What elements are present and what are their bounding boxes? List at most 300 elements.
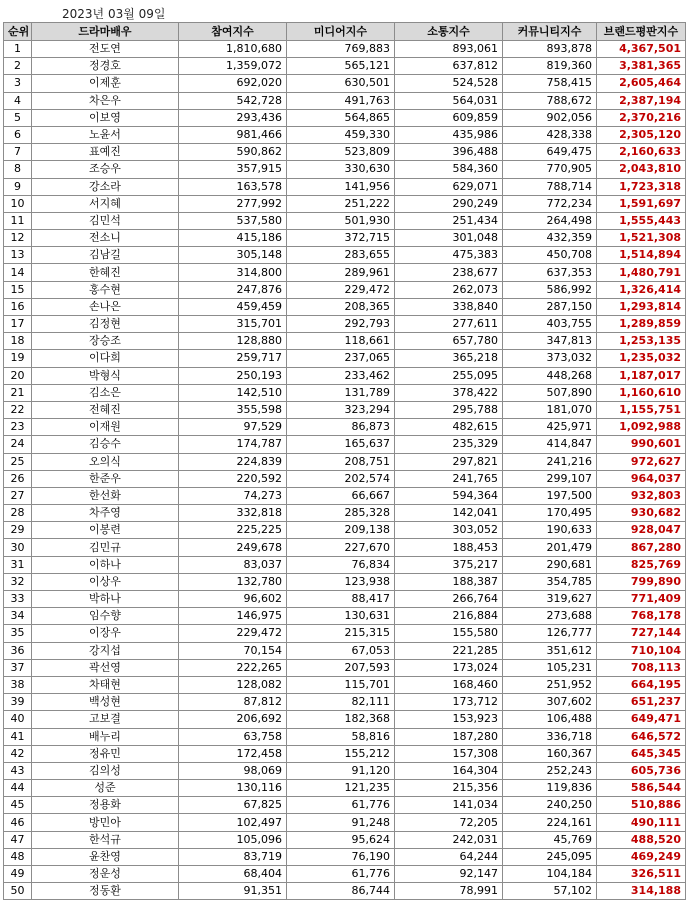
actor-name-cell: 이다희	[32, 350, 179, 367]
brand-index-cell: 2,043,810	[597, 161, 686, 178]
table-row	[4, 694, 686, 711]
participation-cell: 590,862	[179, 144, 287, 161]
actor-name-cell: 장승조	[32, 333, 179, 350]
table-row	[4, 41, 686, 58]
brand-index-cell: 1,591,697	[597, 195, 686, 212]
media-cell: 91,248	[287, 814, 395, 831]
brand-index-cell: 649,471	[597, 711, 686, 728]
rank-cell: 20	[4, 367, 32, 384]
rank-cell: 26	[4, 470, 32, 487]
rank-cell: 48	[4, 848, 32, 865]
rank-cell: 19	[4, 350, 32, 367]
community-cell: 45,769	[503, 831, 597, 848]
actor-name-cell: 이하나	[32, 556, 179, 573]
community-cell: 57,102	[503, 883, 597, 900]
communication-cell: 187,280	[395, 728, 503, 745]
community-cell: 403,755	[503, 316, 597, 333]
table-body	[4, 41, 686, 900]
media-cell: 372,715	[287, 230, 395, 247]
communication-cell: 173,712	[395, 694, 503, 711]
brand-index-cell: 326,511	[597, 866, 686, 883]
actor-name-cell: 차은우	[32, 92, 179, 109]
brand-index-cell: 4,367,501	[597, 41, 686, 58]
brand-index-cell: 1,326,414	[597, 281, 686, 298]
community-cell: 788,714	[503, 178, 597, 195]
community-cell: 902,056	[503, 109, 597, 126]
media-cell: 115,701	[287, 676, 395, 693]
actor-name-cell: 박형식	[32, 367, 179, 384]
actor-name-cell: 한선화	[32, 487, 179, 504]
community-cell: 104,184	[503, 866, 597, 883]
brand-index-cell: 2,387,194	[597, 92, 686, 109]
participation-cell: 357,915	[179, 161, 287, 178]
actor-name-cell: 김민석	[32, 212, 179, 229]
brand-index-cell: 2,160,633	[597, 144, 686, 161]
media-cell: 523,809	[287, 144, 395, 161]
rank-cell: 16	[4, 298, 32, 315]
actor-name-cell: 성준	[32, 780, 179, 797]
actor-name-cell: 한혜진	[32, 264, 179, 281]
communication-cell: 168,460	[395, 676, 503, 693]
participation-cell: 981,466	[179, 126, 287, 143]
brand-reputation-table	[3, 22, 686, 900]
rank-cell: 39	[4, 694, 32, 711]
actor-name-cell: 정용화	[32, 797, 179, 814]
community-cell: 788,672	[503, 92, 597, 109]
rank-cell: 7	[4, 144, 32, 161]
table-row	[4, 109, 686, 126]
participation-cell: 67,825	[179, 797, 287, 814]
table-row	[4, 144, 686, 161]
communication-cell: 78,991	[395, 883, 503, 900]
actor-name-cell: 이장우	[32, 625, 179, 642]
community-cell: 347,813	[503, 333, 597, 350]
rank-cell: 30	[4, 539, 32, 556]
table-row	[4, 126, 686, 143]
rank-cell: 34	[4, 608, 32, 625]
community-cell: 428,338	[503, 126, 597, 143]
communication-cell: 482,615	[395, 419, 503, 436]
rank-cell: 43	[4, 762, 32, 779]
participation-cell: 259,717	[179, 350, 287, 367]
rank-cell: 14	[4, 264, 32, 281]
rank-cell: 17	[4, 316, 32, 333]
brand-index-cell: 2,605,464	[597, 75, 686, 92]
brand-index-cell: 510,886	[597, 797, 686, 814]
community-cell: 251,952	[503, 676, 597, 693]
media-cell: 91,120	[287, 762, 395, 779]
communication-cell: 396,488	[395, 144, 503, 161]
rank-cell: 25	[4, 453, 32, 470]
communication-cell: 609,859	[395, 109, 503, 126]
communication-cell: 241,765	[395, 470, 503, 487]
community-cell: 190,633	[503, 522, 597, 539]
table-row	[4, 436, 686, 453]
communication-cell: 266,764	[395, 591, 503, 608]
brand-index-cell: 771,409	[597, 591, 686, 608]
community-cell: 770,905	[503, 161, 597, 178]
rank-cell: 45	[4, 797, 32, 814]
actor-name-cell: 김민규	[32, 539, 179, 556]
table-row	[4, 676, 686, 693]
participation-cell: 83,719	[179, 848, 287, 865]
table-row	[4, 75, 686, 92]
participation-cell: 537,580	[179, 212, 287, 229]
rank-cell: 21	[4, 384, 32, 401]
communication-cell: 242,031	[395, 831, 503, 848]
table-row	[4, 212, 686, 229]
brand-index-cell: 1,514,894	[597, 247, 686, 264]
participation-cell: 68,404	[179, 866, 287, 883]
communication-cell: 584,360	[395, 161, 503, 178]
header-community: 커뮤니티지수	[503, 23, 597, 41]
participation-cell: 355,598	[179, 401, 287, 418]
actor-name-cell: 배누리	[32, 728, 179, 745]
communication-cell: 251,434	[395, 212, 503, 229]
community-cell: 507,890	[503, 384, 597, 401]
actor-name-cell: 홍수현	[32, 281, 179, 298]
table-row	[4, 298, 686, 315]
header-media: 미디어지수	[287, 23, 395, 41]
community-cell: 586,992	[503, 281, 597, 298]
actor-name-cell: 방민아	[32, 814, 179, 831]
community-cell: 201,479	[503, 539, 597, 556]
actor-name-cell: 곽선영	[32, 659, 179, 676]
table-row	[4, 178, 686, 195]
actor-name-cell: 김남길	[32, 247, 179, 264]
brand-index-cell: 1,155,751	[597, 401, 686, 418]
brand-index-cell: 972,627	[597, 453, 686, 470]
community-cell: 240,250	[503, 797, 597, 814]
actor-name-cell: 한준우	[32, 470, 179, 487]
header-actor: 드라마배우	[32, 23, 179, 41]
communication-cell: 893,061	[395, 41, 503, 58]
actor-name-cell: 윤찬영	[32, 848, 179, 865]
table-row	[4, 92, 686, 109]
table-row	[4, 247, 686, 264]
communication-cell: 365,218	[395, 350, 503, 367]
actor-name-cell: 김승수	[32, 436, 179, 453]
participation-cell: 105,096	[179, 831, 287, 848]
media-cell: 459,330	[287, 126, 395, 143]
table-row	[4, 728, 686, 745]
brand-index-cell: 964,037	[597, 470, 686, 487]
communication-cell: 155,580	[395, 625, 503, 642]
participation-cell: 305,148	[179, 247, 287, 264]
rank-cell: 31	[4, 556, 32, 573]
media-cell: 330,630	[287, 161, 395, 178]
table-row	[4, 264, 686, 281]
participation-cell: 102,497	[179, 814, 287, 831]
communication-cell: 290,249	[395, 195, 503, 212]
brand-index-cell: 1,293,814	[597, 298, 686, 315]
communication-cell: 64,244	[395, 848, 503, 865]
table-row	[4, 625, 686, 642]
participation-cell: 250,193	[179, 367, 287, 384]
rank-cell: 37	[4, 659, 32, 676]
table-row	[4, 419, 686, 436]
communication-cell: 215,356	[395, 780, 503, 797]
communication-cell: 277,611	[395, 316, 503, 333]
communication-cell: 164,304	[395, 762, 503, 779]
rank-cell: 11	[4, 212, 32, 229]
participation-cell: 222,265	[179, 659, 287, 676]
participation-cell: 542,728	[179, 92, 287, 109]
community-cell: 354,785	[503, 573, 597, 590]
media-cell: 292,793	[287, 316, 395, 333]
table-row	[4, 848, 686, 865]
communication-cell: 594,364	[395, 487, 503, 504]
rank-cell: 33	[4, 591, 32, 608]
media-cell: 61,776	[287, 866, 395, 883]
rank-cell: 24	[4, 436, 32, 453]
actor-name-cell: 임수향	[32, 608, 179, 625]
table-row	[4, 539, 686, 556]
communication-cell: 524,528	[395, 75, 503, 92]
participation-cell: 415,186	[179, 230, 287, 247]
brand-index-cell: 1,253,135	[597, 333, 686, 350]
table-row	[4, 367, 686, 384]
media-cell: 66,667	[287, 487, 395, 504]
community-cell: 649,475	[503, 144, 597, 161]
participation-cell: 142,510	[179, 384, 287, 401]
actor-name-cell: 전도연	[32, 41, 179, 58]
brand-index-cell: 990,601	[597, 436, 686, 453]
communication-cell: 142,041	[395, 505, 503, 522]
table-row	[4, 780, 686, 797]
brand-index-cell: 469,249	[597, 848, 686, 865]
actor-name-cell: 김정현	[32, 316, 179, 333]
header-communication: 소통지수	[395, 23, 503, 41]
participation-cell: 128,082	[179, 676, 287, 693]
actor-name-cell: 이제훈	[32, 75, 179, 92]
brand-index-cell: 768,178	[597, 608, 686, 625]
brand-index-cell: 1,187,017	[597, 367, 686, 384]
rank-cell: 3	[4, 75, 32, 92]
rank-cell: 10	[4, 195, 32, 212]
table-row	[4, 556, 686, 573]
communication-cell: 188,387	[395, 573, 503, 590]
rank-cell: 28	[4, 505, 32, 522]
communication-cell: 238,677	[395, 264, 503, 281]
rank-cell: 36	[4, 642, 32, 659]
table-row	[4, 642, 686, 659]
actor-name-cell: 이재원	[32, 419, 179, 436]
rank-cell: 50	[4, 883, 32, 900]
table-row	[4, 281, 686, 298]
community-cell: 160,367	[503, 745, 597, 762]
communication-cell: 297,821	[395, 453, 503, 470]
actor-name-cell: 이봉련	[32, 522, 179, 539]
media-cell: 202,574	[287, 470, 395, 487]
table-row	[4, 831, 686, 848]
actor-name-cell: 전혜진	[32, 401, 179, 418]
community-cell: 252,243	[503, 762, 597, 779]
media-cell: 237,065	[287, 350, 395, 367]
participation-cell: 130,116	[179, 780, 287, 797]
table-row	[4, 505, 686, 522]
community-cell: 245,095	[503, 848, 597, 865]
participation-cell: 1,810,680	[179, 41, 287, 58]
media-cell: 76,190	[287, 848, 395, 865]
table-row	[4, 316, 686, 333]
rank-cell: 13	[4, 247, 32, 264]
brand-index-cell: 867,280	[597, 539, 686, 556]
table-row	[4, 591, 686, 608]
table-row	[4, 522, 686, 539]
community-cell: 197,500	[503, 487, 597, 504]
brand-index-cell: 1,723,318	[597, 178, 686, 195]
community-cell: 373,032	[503, 350, 597, 367]
community-cell: 106,488	[503, 711, 597, 728]
participation-cell: 63,758	[179, 728, 287, 745]
brand-index-cell: 490,111	[597, 814, 686, 831]
participation-cell: 172,458	[179, 745, 287, 762]
brand-index-cell: 646,572	[597, 728, 686, 745]
actor-name-cell: 강소라	[32, 178, 179, 195]
media-cell: 491,763	[287, 92, 395, 109]
table-row	[4, 797, 686, 814]
participation-cell: 692,020	[179, 75, 287, 92]
community-cell: 448,268	[503, 367, 597, 384]
community-cell: 299,107	[503, 470, 597, 487]
communication-cell: 255,095	[395, 367, 503, 384]
communication-cell: 141,034	[395, 797, 503, 814]
participation-cell: 314,800	[179, 264, 287, 281]
header-rank: 순위	[4, 23, 32, 41]
actor-name-cell: 정동환	[32, 883, 179, 900]
communication-cell: 235,329	[395, 436, 503, 453]
brand-index-cell: 710,104	[597, 642, 686, 659]
media-cell: 630,501	[287, 75, 395, 92]
rank-cell: 15	[4, 281, 32, 298]
media-cell: 251,222	[287, 195, 395, 212]
report-date: 2023년 03월 09일	[62, 7, 166, 21]
rank-cell: 1	[4, 41, 32, 58]
participation-cell: 293,436	[179, 109, 287, 126]
communication-cell: 216,884	[395, 608, 503, 625]
communication-cell: 72,205	[395, 814, 503, 831]
media-cell: 121,235	[287, 780, 395, 797]
participation-cell: 225,225	[179, 522, 287, 539]
brand-index-cell: 708,113	[597, 659, 686, 676]
table-row	[4, 58, 686, 75]
community-cell: 637,353	[503, 264, 597, 281]
media-cell: 86,744	[287, 883, 395, 900]
participation-cell: 332,818	[179, 505, 287, 522]
brand-index-cell: 1,521,308	[597, 230, 686, 247]
rank-cell: 18	[4, 333, 32, 350]
actor-name-cell: 표예진	[32, 144, 179, 161]
community-cell: 819,360	[503, 58, 597, 75]
media-cell: 208,751	[287, 453, 395, 470]
brand-index-cell: 1,289,859	[597, 316, 686, 333]
communication-cell: 173,024	[395, 659, 503, 676]
participation-cell: 97,529	[179, 419, 287, 436]
media-cell: 501,930	[287, 212, 395, 229]
table-row	[4, 230, 686, 247]
header-brand-index: 브랜드평판지수	[597, 23, 686, 41]
table-row	[4, 470, 686, 487]
media-cell: 58,816	[287, 728, 395, 745]
actor-name-cell: 고보결	[32, 711, 179, 728]
media-cell: 208,365	[287, 298, 395, 315]
brand-index-cell: 825,769	[597, 556, 686, 573]
community-cell: 290,681	[503, 556, 597, 573]
participation-cell: 70,154	[179, 642, 287, 659]
media-cell: 88,417	[287, 591, 395, 608]
rank-cell: 12	[4, 230, 32, 247]
brand-index-cell: 1,235,032	[597, 350, 686, 367]
media-cell: 95,624	[287, 831, 395, 848]
media-cell: 118,661	[287, 333, 395, 350]
media-cell: 76,834	[287, 556, 395, 573]
brand-index-cell: 314,188	[597, 883, 686, 900]
brand-index-cell: 1,160,610	[597, 384, 686, 401]
actor-name-cell: 조승우	[32, 161, 179, 178]
brand-index-cell: 664,195	[597, 676, 686, 693]
media-cell: 285,328	[287, 505, 395, 522]
community-cell: 273,688	[503, 608, 597, 625]
communication-cell: 221,285	[395, 642, 503, 659]
rank-cell: 27	[4, 487, 32, 504]
actor-name-cell: 박하나	[32, 591, 179, 608]
table-row	[4, 745, 686, 762]
table-row	[4, 883, 686, 900]
actor-name-cell: 정유민	[32, 745, 179, 762]
participation-cell: 459,459	[179, 298, 287, 315]
rank-cell: 41	[4, 728, 32, 745]
communication-cell: 375,217	[395, 556, 503, 573]
rank-cell: 32	[4, 573, 32, 590]
media-cell: 155,212	[287, 745, 395, 762]
actor-name-cell: 서지혜	[32, 195, 179, 212]
actor-name-cell: 손나은	[32, 298, 179, 315]
communication-cell: 295,788	[395, 401, 503, 418]
brand-index-cell: 928,047	[597, 522, 686, 539]
brand-index-cell: 799,890	[597, 573, 686, 590]
rank-cell: 2	[4, 58, 32, 75]
community-cell: 893,878	[503, 41, 597, 58]
actor-name-cell: 강지섭	[32, 642, 179, 659]
media-cell: 227,670	[287, 539, 395, 556]
actor-name-cell: 김소은	[32, 384, 179, 401]
media-cell: 182,368	[287, 711, 395, 728]
communication-cell: 92,147	[395, 866, 503, 883]
participation-cell: 132,780	[179, 573, 287, 590]
community-cell: 758,415	[503, 75, 597, 92]
actor-name-cell: 노윤서	[32, 126, 179, 143]
brand-index-cell: 1,555,443	[597, 212, 686, 229]
participation-cell: 163,578	[179, 178, 287, 195]
community-cell: 432,359	[503, 230, 597, 247]
table-row	[4, 659, 686, 676]
table-row	[4, 573, 686, 590]
community-cell: 450,708	[503, 247, 597, 264]
communication-cell: 188,453	[395, 539, 503, 556]
media-cell: 165,637	[287, 436, 395, 453]
actor-name-cell: 전소니	[32, 230, 179, 247]
table-row	[4, 814, 686, 831]
communication-cell: 629,071	[395, 178, 503, 195]
table-header-row	[4, 23, 686, 41]
communication-cell: 564,031	[395, 92, 503, 109]
brand-index-cell: 605,736	[597, 762, 686, 779]
media-cell: 82,111	[287, 694, 395, 711]
rank-cell: 47	[4, 831, 32, 848]
rank-cell: 29	[4, 522, 32, 539]
community-cell: 336,718	[503, 728, 597, 745]
